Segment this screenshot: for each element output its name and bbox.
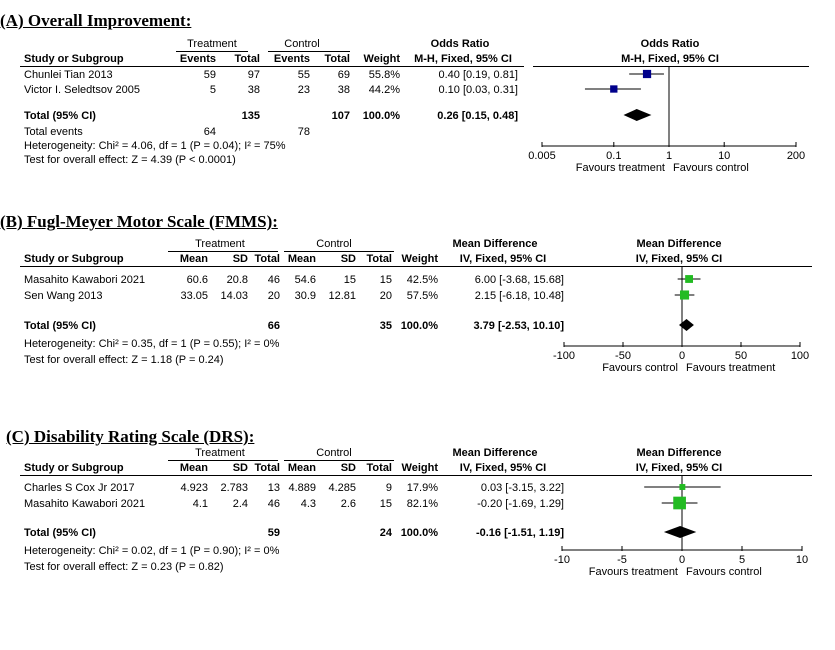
column-header-study: Study or Subgroup — [24, 253, 124, 265]
treatment-sd: 2.4 — [232, 498, 248, 510]
column-header-mean: Mean — [179, 462, 208, 474]
total-diamond — [664, 526, 696, 538]
treatment-total-events: 64 — [203, 126, 216, 138]
favours-left-label: Favours treatment — [588, 566, 678, 578]
treatment-total: 13 — [267, 482, 280, 494]
control-events: 55 — [297, 69, 310, 81]
study-name: Chunlei Tian 2013 — [24, 69, 113, 81]
control-events: 23 — [297, 84, 310, 96]
x-tick-label: 5 — [738, 554, 746, 566]
control-total: 69 — [337, 69, 350, 81]
column-header-ci: IV, Fixed, 95% CI — [459, 253, 547, 265]
control-mean: 4.3 — [300, 498, 316, 510]
treatment-events: 5 — [209, 84, 216, 96]
study-weight: 57.5% — [406, 290, 438, 302]
treatment-total: 38 — [247, 84, 260, 96]
total-weight: 100.0% — [400, 527, 438, 539]
forest-plot — [530, 66, 812, 174]
study-weight: 55.8% — [368, 69, 400, 81]
study-name: Victor I. Seledtsov 2005 — [24, 84, 140, 96]
treatment-grand-total: 66 — [267, 320, 280, 332]
column-header-sd: SD — [340, 253, 356, 265]
overall-effect-text: Test for overall effect: Z = 0.23 (P = 0.82) — [24, 561, 224, 573]
treatment-sd: 14.03 — [220, 290, 248, 302]
effect-measure-header: Mean Difference — [452, 447, 538, 459]
treatment-events: 59 — [203, 69, 216, 81]
heterogeneity-text: Heterogeneity: Chi² = 0.35, df = 1 (P = 0.55); I² = 0% — [24, 338, 280, 350]
panel-title: (B) Fugl-Meyer Motor Scale (FMMS): — [0, 212, 278, 231]
column-header-weight: Weight — [401, 462, 438, 474]
x-tick-label: 1 — [665, 150, 673, 162]
control-sd: 15 — [343, 274, 356, 286]
heterogeneity-text: Heterogeneity: Chi² = 0.02, df = 1 (P = 0.90); I² = 0% — [24, 545, 280, 557]
x-tick-label: 0 — [678, 350, 686, 362]
forest-plot — [550, 266, 816, 376]
study-ci: 6.00 [-3.68, 15.68] — [474, 274, 564, 286]
column-header-mean: Mean — [287, 253, 316, 265]
control-total: 15 — [379, 274, 392, 286]
total-label: Total (95% CI) — [24, 110, 96, 122]
column-header-events: Events — [273, 53, 310, 65]
study-marker — [685, 275, 693, 283]
column-header-weight: Weight — [401, 253, 438, 265]
favours-right-label: Favours control — [673, 162, 749, 174]
control-group-header: Control — [316, 447, 352, 459]
x-tick-label: -5 — [617, 554, 627, 566]
column-header-ci: M-H, Fixed, 95% CI — [414, 53, 512, 65]
x-tick-label: 100 — [790, 350, 810, 362]
total-events-label: Total events — [24, 126, 83, 138]
column-header-total: Total — [234, 53, 260, 65]
column-header-sd: SD — [340, 462, 356, 474]
column-header-weight: Weight — [363, 53, 400, 65]
control-grand-total: 35 — [379, 320, 392, 332]
study-weight: 17.9% — [406, 482, 438, 494]
x-tick-label: 50 — [734, 350, 748, 362]
column-header-study: Study or Subgroup — [24, 462, 124, 474]
treatment-total: 97 — [247, 69, 260, 81]
treatment-sd: 20.8 — [226, 274, 248, 286]
column-header-mean: Mean — [179, 253, 208, 265]
study-ci: 0.10 [0.03, 0.31] — [438, 84, 518, 96]
study-name: Masahito Kawabori 2021 — [24, 498, 146, 510]
study-marker — [610, 85, 617, 92]
column-header-sd: SD — [232, 253, 248, 265]
study-weight: 42.5% — [406, 274, 438, 286]
total-label: Total (95% CI) — [24, 320, 96, 332]
treatment-grand-total: 59 — [267, 527, 280, 539]
control-total-events: 78 — [297, 126, 310, 138]
x-tick-label: 0 — [678, 554, 686, 566]
total-diamond — [679, 319, 694, 331]
control-group-header: Control — [316, 238, 352, 250]
column-header-total: Total — [366, 462, 392, 474]
control-grand-total: 24 — [379, 527, 392, 539]
forest-plot — [550, 475, 816, 585]
plot-measure-header: Mean Difference — [636, 238, 722, 250]
treatment-mean: 4.1 — [192, 498, 208, 510]
x-tick-label: 10 — [718, 150, 731, 162]
study-marker — [673, 497, 686, 510]
column-header-total: Total — [254, 462, 280, 474]
control-mean: 30.9 — [294, 290, 316, 302]
column-header-study: Study or Subgroup — [24, 53, 124, 65]
control-grand-total: 107 — [331, 110, 350, 122]
treatment-sd: 2.783 — [220, 482, 248, 494]
plot-method-header: M-H, Fixed, 95% CI — [621, 53, 719, 65]
control-sd: 2.6 — [340, 498, 356, 510]
study-marker — [680, 290, 689, 299]
x-tick-label: 200 — [786, 150, 806, 162]
control-mean: 54.6 — [294, 274, 316, 286]
study-weight: 44.2% — [368, 84, 400, 96]
control-total: 38 — [337, 84, 350, 96]
control-total: 20 — [379, 290, 392, 302]
treatment-mean: 33.05 — [180, 290, 208, 302]
plot-method-header: IV, Fixed, 95% CI — [635, 253, 723, 265]
study-name: Masahito Kawabori 2021 — [24, 274, 146, 286]
x-tick-label: -50 — [615, 350, 631, 362]
treatment-mean: 60.6 — [186, 274, 208, 286]
overall-effect-text: Test for overall effect: Z = 4.39 (P < 0.0001) — [24, 154, 236, 166]
effect-measure-header: Mean Difference — [452, 238, 538, 250]
treatment-total: 46 — [267, 274, 280, 286]
control-total: 15 — [379, 498, 392, 510]
x-tick-label: 0.1 — [606, 150, 622, 162]
treatment-total: 20 — [267, 290, 280, 302]
panel-title: (C) Disability Rating Scale (DRS): — [6, 427, 255, 446]
control-sd: 12.81 — [328, 290, 356, 302]
study-name: Sen Wang 2013 — [24, 290, 103, 302]
study-ci: 0.03 [-3.15, 3.22] — [480, 482, 564, 494]
treatment-grand-total: 135 — [241, 110, 260, 122]
column-header-total: Total — [324, 53, 350, 65]
treatment-group-header: Treatment — [195, 447, 245, 459]
total-label: Total (95% CI) — [24, 527, 96, 539]
total-ci: -0.16 [-1.51, 1.19] — [475, 527, 564, 539]
x-tick-label: 10 — [795, 554, 809, 566]
control-sd: 4.285 — [328, 482, 356, 494]
favours-left-label: Favours treatment — [575, 162, 665, 174]
study-ci: 2.15 [-6.18, 10.48] — [474, 290, 564, 302]
treatment-mean: 4.923 — [180, 482, 208, 494]
control-group-header: Control — [284, 38, 320, 50]
column-header-events: Events — [179, 53, 216, 65]
overall-effect-text: Test for overall effect: Z = 1.18 (P = 0.24) — [24, 354, 224, 366]
study-ci: 0.40 [0.19, 0.81] — [438, 69, 518, 81]
control-mean: 4.889 — [288, 482, 316, 494]
treatment-group-header: Treatment — [187, 38, 237, 50]
x-tick-label: -10 — [554, 554, 570, 566]
column-header-sd: SD — [232, 462, 248, 474]
total-diamond — [624, 109, 652, 121]
control-total: 9 — [385, 482, 392, 494]
treatment-total: 46 — [267, 498, 280, 510]
study-ci: -0.20 [-1.69, 1.29] — [477, 498, 564, 510]
effect-measure-header: Odds Ratio — [430, 38, 490, 50]
panel-title: (A) Overall Improvement: — [0, 11, 192, 30]
column-header-mean: Mean — [287, 462, 316, 474]
favours-right-label: Favours control — [686, 566, 762, 578]
x-tick-label: -100 — [552, 350, 576, 362]
study-weight: 82.1% — [406, 498, 438, 510]
plot-measure-header: Odds Ratio — [640, 38, 700, 50]
total-ci: 0.26 [0.15, 0.48] — [437, 110, 518, 122]
treatment-group-header: Treatment — [195, 238, 245, 250]
total-weight: 100.0% — [400, 320, 438, 332]
favours-right-label: Favours treatment — [686, 362, 776, 374]
total-weight: 100.0% — [362, 110, 400, 122]
favours-left-label: Favours control — [602, 362, 678, 374]
column-header-total: Total — [254, 253, 280, 265]
study-marker — [679, 484, 685, 490]
study-marker — [643, 70, 651, 78]
heterogeneity-text: Heterogeneity: Chi² = 4.06, df = 1 (P = 0.04); I² = 75% — [24, 140, 286, 152]
total-ci: 3.79 [-2.53, 10.10] — [473, 320, 564, 332]
study-name: Charles S Cox Jr 2017 — [24, 482, 135, 494]
x-tick-label: 0.005 — [528, 150, 556, 162]
plot-measure-header: Mean Difference — [636, 447, 722, 459]
column-header-total: Total — [366, 253, 392, 265]
plot-method-header: IV, Fixed, 95% CI — [635, 462, 723, 474]
column-header-ci: IV, Fixed, 95% CI — [459, 462, 547, 474]
